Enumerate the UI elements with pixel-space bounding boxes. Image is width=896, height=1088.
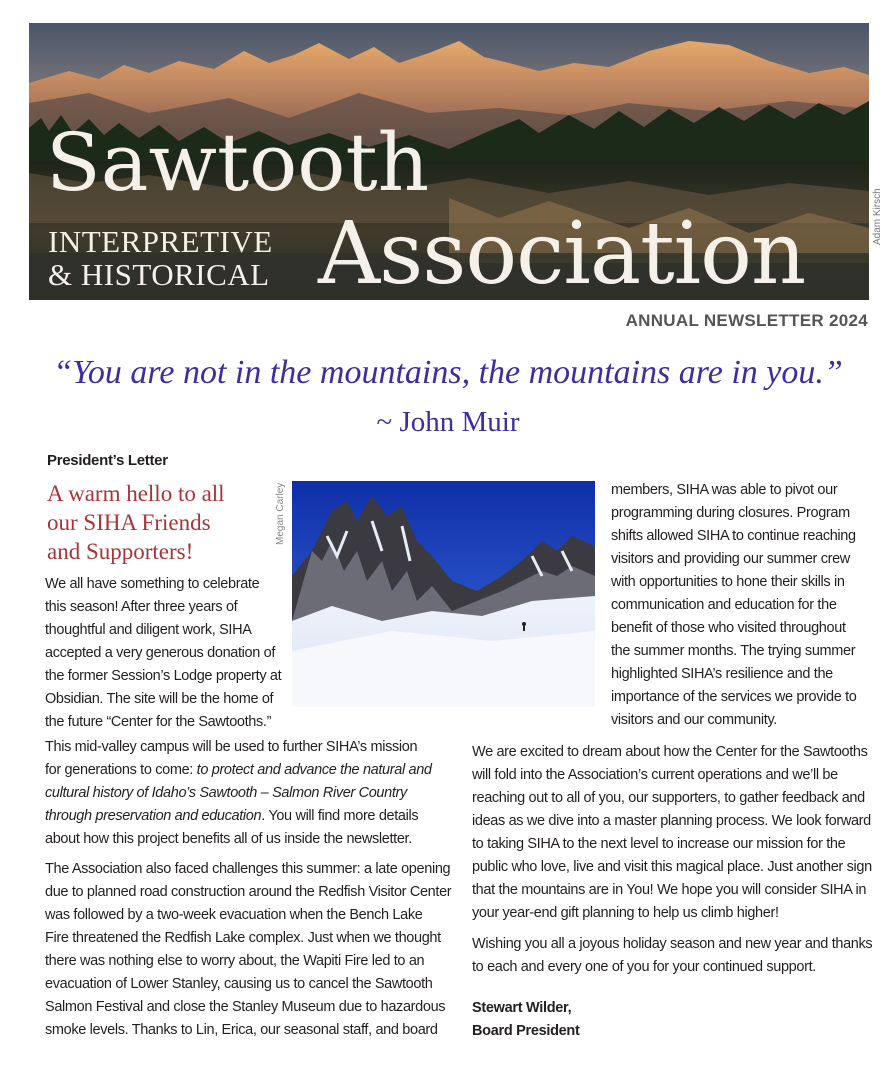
- body-line: public who love, live and visit this magical place. Just another sign: [472, 859, 872, 875]
- body-line: thoughtful and diligent work, SIHA: [45, 622, 252, 638]
- body-line: We are excited to dream about how the Center for the Sawtooths: [472, 744, 868, 760]
- body-line: importance of the services we provide to: [611, 689, 857, 705]
- section-heading: President’s Letter: [47, 452, 168, 469]
- body-line: highlighted SIHA’s resilience and the: [611, 666, 833, 682]
- title-association: Association: [318, 204, 806, 300]
- body-line: reaching out to all of you, our supporters, to gather feedback and: [472, 790, 865, 806]
- body-line: shifts allowed SIHA to continue reaching: [611, 528, 856, 544]
- banner-photo-credit: Adam Kirsch: [872, 188, 883, 245]
- snowy-mountain-photo: [292, 481, 595, 707]
- body-line: this season! After three years of: [45, 599, 238, 615]
- body-line: Obsidian. The site will be the home of: [45, 691, 274, 707]
- body-line: with opportunities to hone their skills in: [611, 574, 845, 590]
- body-line: [45, 763, 432, 778]
- newsletter-edition: ANNUAL NEWSLETTER 2024: [625, 311, 868, 330]
- body-line: visitors and our community.: [611, 712, 777, 728]
- body-line: communication and education for the: [611, 597, 837, 613]
- mission-text: to protect and advance the natural and: [196, 762, 432, 778]
- greeting-line: and Supporters!: [47, 539, 194, 564]
- body-line: smoke levels. Thanks to Lin, Erica, our seasonal staff, and board: [45, 1022, 438, 1038]
- body-line: Salmon Festival and close the Stanley Museum due to hazardous: [45, 999, 446, 1015]
- body-line: evacuation of Lower Stanley, causing us to cancel the Sawtooth: [45, 976, 433, 992]
- body-line: Wishing you all a joyous holiday season and new year and thanks: [472, 936, 873, 952]
- body-line: was followed by a two-week evacuation when the Bench Lake: [45, 907, 423, 923]
- body-line: ideas as we dive into a master planning process. We look forward: [472, 813, 871, 829]
- body-line: the former Session’s Lodge property at: [45, 668, 282, 684]
- body-line: that the mountains are in You! We hope you will consider SIHA in: [472, 882, 867, 898]
- mission-text: through preservation and education: [45, 808, 262, 824]
- body-line: due to planned road construction around the Redfish Visitor Center: [45, 884, 452, 900]
- body-line: This mid-valley campus will be used to further SIHA’s mission: [45, 739, 418, 755]
- title-sawtooth: Sawtooth: [46, 116, 430, 209]
- body-line: there was nothing else to worry about, the Wapiti Fire led to an: [45, 953, 425, 969]
- header-banner: [29, 23, 869, 300]
- body-line: the future “Center for the Sawtooths.”: [45, 714, 272, 730]
- greeting-line: A warm hello to all: [47, 481, 225, 506]
- body-line: will fold into the Association’s current operations and we’ll be: [472, 767, 838, 783]
- body-line: to each and every one of you for your continued support.: [472, 959, 816, 975]
- body-line: [45, 809, 418, 824]
- signature-title: Board President: [472, 1023, 580, 1039]
- body-line: your year-end gift planning to help us climb higher!: [472, 905, 779, 921]
- body-line: the summer months. The trying summer: [611, 643, 856, 659]
- body-line: members, SIHA was able to pivot our: [611, 482, 838, 498]
- subtitle-interpretive: INTERPRETIVE: [48, 224, 273, 259]
- body-line: visitors and providing our summer crew: [611, 551, 850, 567]
- body-line: programming during closures. Program: [611, 505, 850, 521]
- signature-name: Stewart Wilder,: [472, 1000, 572, 1016]
- inline-photo-credit: Megan Carley: [275, 482, 286, 545]
- body-line: The Association also faced challenges this summer: a late opening: [45, 861, 451, 877]
- body-line: to taking SIHA to the next level to increase our mission for the: [472, 836, 846, 852]
- subtitle-historical: & HISTORICAL: [48, 257, 270, 292]
- mission-line: cultural history of Idaho’s Sawtooth – Salmon River Country: [45, 785, 407, 801]
- body-line: We all have something to celebrate: [45, 576, 260, 592]
- greeting-line: our SIHA Friends: [47, 510, 211, 535]
- body-line: about how this project benefits all of us inside the newsletter.: [45, 831, 412, 847]
- quote-author: ~ John Muir: [376, 406, 520, 438]
- greeting-heading: [47, 479, 277, 566]
- body-line: Fire threatened the Redfish Lake complex. Just when we thought: [45, 930, 441, 946]
- body-text: for generations to come:: [45, 762, 193, 778]
- body-line: benefit of those who visited throughout: [611, 620, 846, 636]
- body-line: accepted a very generous donation of: [45, 645, 276, 661]
- body-text: . You will find more details: [261, 808, 419, 824]
- muir-quote: “You are not in the mountains, the mountains are in you.”: [53, 354, 843, 391]
